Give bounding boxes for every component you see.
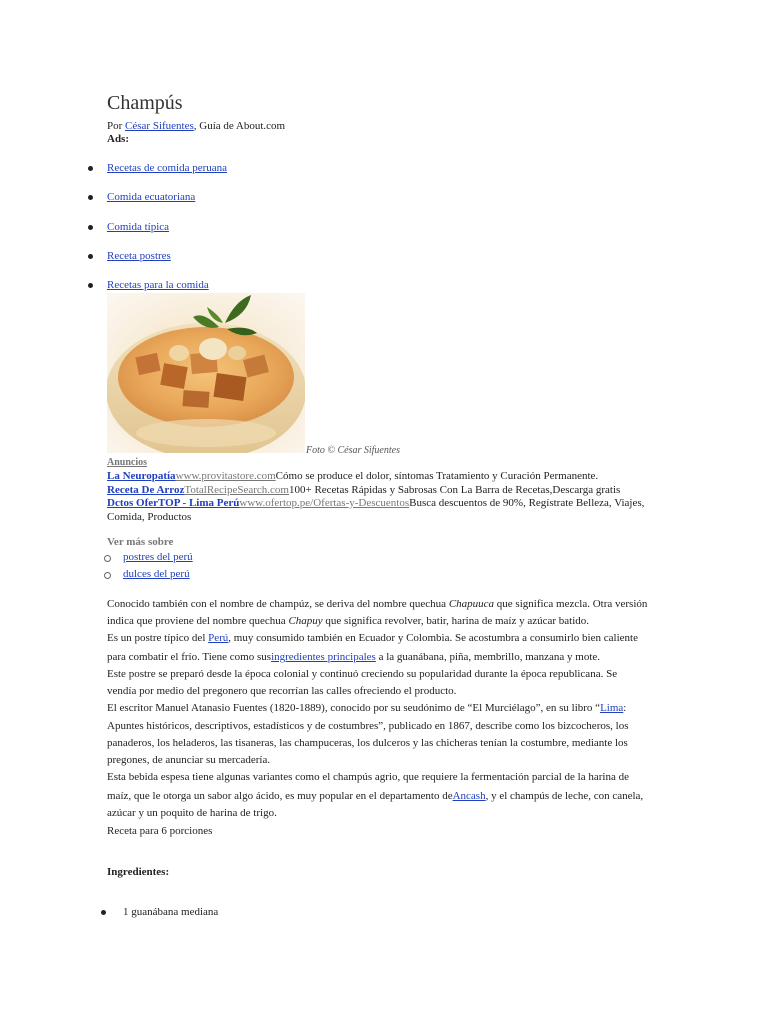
paragraph-line: vendía por medio del pregonero que recorrían las calles ofreciendo el producto. <box>107 685 457 697</box>
champus-photo <box>107 293 305 453</box>
emphasis-text: Chapuy <box>288 615 323 627</box>
byline-suffix: , Guía de About.com <box>193 120 286 132</box>
text-span: Conocido también con el nombre de champúz, se deriva del nombre quechua <box>107 598 449 610</box>
photo-credit: Foto © César Sifuentes <box>306 445 400 456</box>
ingredients-link[interactable]: ingredientes principales <box>271 651 376 663</box>
sponsored-ad-title[interactable]: La Neuropatía <box>107 470 176 482</box>
ads-label: Ads: <box>107 133 130 145</box>
paragraph-line: azúcar y un poquito de harina de trigo. <box>107 807 277 819</box>
text-span: que significa revolver, batir, harina de maíz y azúcar batido. <box>322 615 590 627</box>
paragraph-line <box>107 632 638 644</box>
paragraph-line <box>107 790 643 802</box>
peru-link[interactable]: Perú <box>208 632 229 644</box>
byline-prefix: Por <box>107 120 126 132</box>
ad-link-item[interactable]: Recetas de comida peruana <box>107 162 228 174</box>
lima-link[interactable]: Lima <box>600 702 624 714</box>
text-span: Es un postre típico del <box>107 632 209 644</box>
servings-line: Receta para 6 porciones <box>107 825 213 837</box>
author-link[interactable]: César Sifuentes <box>125 120 194 132</box>
bullet-icon <box>88 254 93 259</box>
bullet-icon <box>104 555 111 562</box>
byline <box>107 120 285 132</box>
bullet-icon <box>88 283 93 288</box>
bullet-icon <box>88 195 93 200</box>
article-title: Champús <box>107 92 183 114</box>
sponsored-ad <box>107 484 620 496</box>
text-span: que significa mezcla. Otra versión <box>494 598 648 610</box>
sponsored-ad-title[interactable]: Receta De Arroz <box>107 484 185 496</box>
paragraph-line: pregones, de anunciar su mercadería. <box>107 754 271 766</box>
bullet-icon <box>101 910 106 915</box>
ad-link-item[interactable]: Recetas para la comida <box>107 279 209 291</box>
sponsored-ad-url[interactable]: www.ofertop.pe/Ofertas-y-Descuentos <box>239 497 410 509</box>
text-span: para combatir el frío. Tiene como sus <box>107 651 272 663</box>
paragraph-line: Apuntes históricos, descriptivos, estadísticos y de costumbres”, publicado en 1867, describe como los bizcocheros, los <box>107 720 629 732</box>
related-link[interactable]: postres del perú <box>123 551 193 563</box>
sponsored-ad-title[interactable]: Dctos OferTOP - Lima Perú <box>107 497 240 509</box>
sponsored-ad-text: Cómo se produce el dolor, síntomas Tratamiento y Curación Permanente. <box>275 470 599 482</box>
sponsored-ad-text: 100+ Recetas Rápidas y Sabrosas Con La Barra de Recetas,Descarga gratis <box>288 484 621 496</box>
champus-dessert-illustration <box>107 293 305 453</box>
text-span: : <box>623 702 627 714</box>
bullet-icon <box>88 166 93 171</box>
sponsored-ad <box>107 497 644 509</box>
text-span: El escritor Manuel Atanasio Fuentes (1820-1889), conocido por su seudónimo de “El Murciélago”, en su libro “ <box>107 702 601 714</box>
ingredients-heading: Ingredientes: <box>107 866 170 878</box>
paragraph-line: Esta bebida espesa tiene algunas variantes como el champús agrio, que requiere la fermentación parcial de la harina de <box>107 771 629 783</box>
sponsored-ad-text: Busca descuentos de 90%, Regístrate Belleza, Viajes, <box>409 497 645 509</box>
ad-link-item[interactable]: Comida típica <box>107 221 170 233</box>
sponsored-ad-text-continued: Comida, Productos <box>107 511 192 523</box>
ad-link-item[interactable]: Comida ecuatoriana <box>107 191 196 203</box>
sponsored-ad-url[interactable]: www.provitastore.com <box>175 470 276 482</box>
bullet-icon <box>88 225 93 230</box>
paragraph-line <box>107 702 626 714</box>
emphasis-text: Chapuuca <box>448 598 495 610</box>
paragraph-line <box>107 651 600 663</box>
ingredient-item: 1 guanábana mediana <box>123 906 219 918</box>
ver-mas-label: Ver más sobre <box>107 536 174 548</box>
text-span: a la guanábana, piña, membrillo, manzana y mote. <box>375 651 601 663</box>
text-span: , y el champús de leche, con canela, <box>485 790 644 802</box>
paragraph-line: panaderos, los heladeros, las tisaneras, las champuceras, los dulceros y las chicheras tenían la costumbre, mediante los <box>107 737 628 749</box>
paragraph-line: Este postre se preparó desde la época colonial y continuó creciendo su popularidad durante la época republicana. Se <box>107 668 618 680</box>
paragraph-line <box>107 615 589 627</box>
related-link[interactable]: dulces del perú <box>123 568 190 580</box>
text-span: indica que proviene del nombre quechua <box>107 615 289 627</box>
bullet-icon <box>104 572 111 579</box>
sponsored-ad-url[interactable]: TotalRecipeSearch.com <box>184 484 289 496</box>
ancash-link[interactable]: Ancash <box>452 790 486 802</box>
ad-link-item[interactable]: Receta postres <box>107 250 171 262</box>
text-span: , muy consumido también en Ecuador y Colombia. Se acostumbra a consumirlo bien caliente <box>228 632 638 644</box>
sponsored-ad <box>107 470 598 482</box>
text-span: maíz, que le otorga un sabor algo ácido, es muy popular en el departamento de <box>107 790 453 802</box>
anuncios-label: Anuncios <box>107 457 148 468</box>
paragraph-line <box>107 598 647 610</box>
